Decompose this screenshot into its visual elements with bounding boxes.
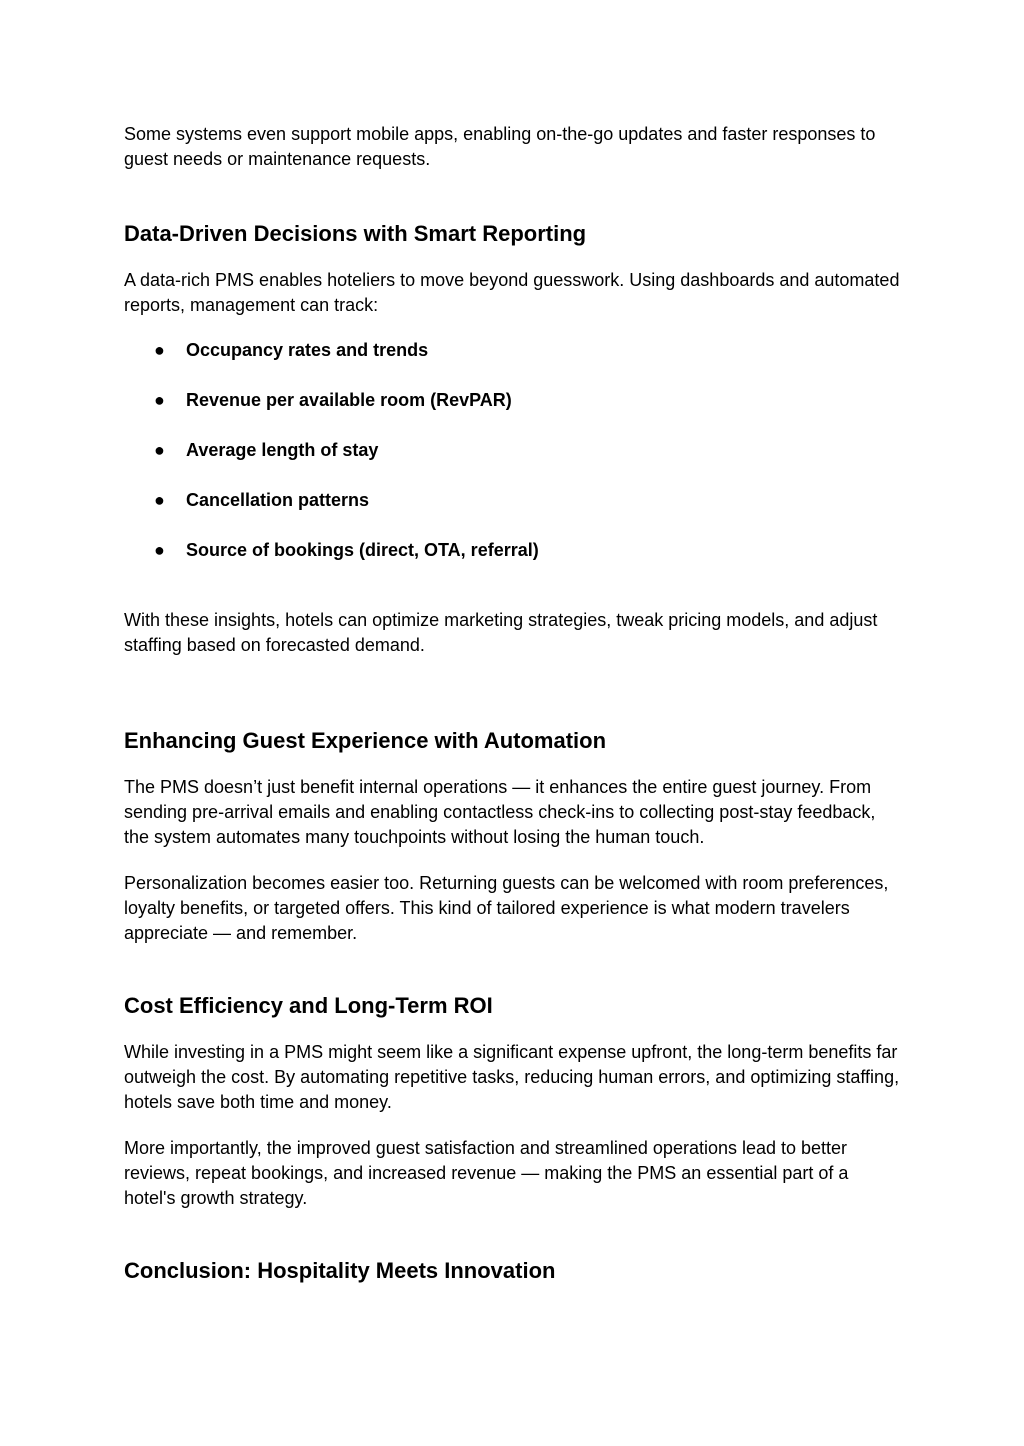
cost-paragraph-1: While investing in a PMS might seem like a significant expense upfront, the long-term benefits far outweigh the cost. By automating repetitive tasks, reducing human errors, and optimizing staffing, hotels save both time and money.: [124, 1042, 900, 1112]
insights-paragraph: With these insights, hotels can optimize marketing strategies, tweak pricing models, and adjust staffing based on forecasted demand.: [124, 610, 878, 655]
list-item: [124, 438, 904, 463]
bullet-icon: ●: [154, 440, 165, 460]
list-item-text: Cancellation patterns: [186, 490, 370, 510]
document-page: [124, 122, 904, 1285]
bullet-icon: ●: [154, 540, 165, 560]
list-item-text: Source of bookings (direct, OTA, referral): [186, 540, 539, 560]
list-item: [124, 488, 904, 513]
section-heading-data-driven: Data-Driven Decisions with Smart Reporting: [124, 221, 587, 246]
bullet-icon: ●: [154, 490, 165, 510]
cost-paragraph-2: More importantly, the improved guest satisfaction and streamlined operations lead to better reviews, repeat bookings, and increased revenue — making the PMS an essential part of a hotel's growth strategy.: [124, 1138, 849, 1208]
intro-paragraph: Some systems even support mobile apps, enabling on-the-go updates and faster responses to guest needs or maintenance requests.: [124, 124, 876, 169]
metrics-list: [124, 338, 904, 563]
bullet-icon: ●: [154, 340, 165, 360]
list-item: [124, 388, 904, 413]
list-item-text: Revenue per available room (RevPAR): [186, 390, 512, 410]
data-paragraph: A data-rich PMS enables hoteliers to move beyond guesswork. Using dashboards and automated reports, management can track:: [124, 270, 900, 315]
guest-paragraph-2: Personalization becomes easier too. Returning guests can be welcomed with room preferences, loyalty benefits, or targeted offers. This kind of tailored experience is what modern travelers appreciate — and remember.: [124, 873, 889, 943]
section-heading-conclusion: Conclusion: Hospitality Meets Innovation: [124, 1258, 556, 1283]
section-heading-cost-efficiency: Cost Efficiency and Long-Term ROI: [124, 993, 493, 1018]
list-item: [124, 338, 904, 363]
list-item-text: Occupancy rates and trends: [186, 340, 429, 360]
section-heading-guest-experience: Enhancing Guest Experience with Automation: [124, 728, 607, 753]
list-item: [124, 538, 904, 563]
bullet-icon: ●: [154, 390, 165, 410]
guest-paragraph-1: The PMS doesn’t just benefit internal operations — it enhances the entire guest journey. From sending pre-arrival emails and enabling contactless check-ins to collecting post-stay feedback, the system automates many touchpoints without losing the human touch.: [124, 777, 876, 847]
list-item-text: Average length of stay: [186, 440, 379, 460]
